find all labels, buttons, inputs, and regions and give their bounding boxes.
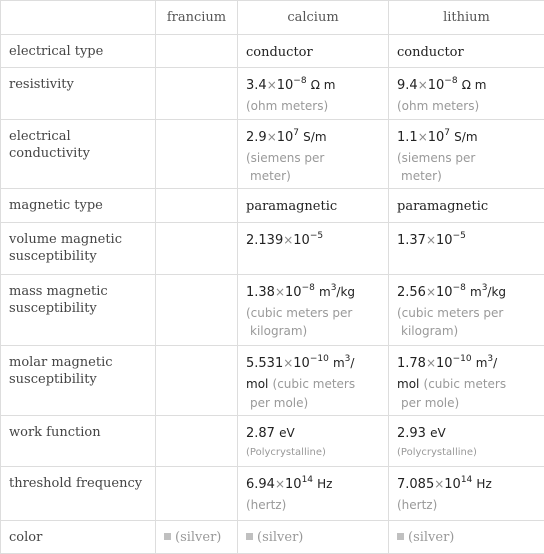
cell-francium-electrical-type [156,35,238,68]
cell-lithium-electrical-conductivity: $1.1\times 10^7$ S/m (siemens per meter) [389,120,544,189]
table-row [1,120,544,189]
cell-calcium-work-function: 2.87 eV (Polycrystalline) [238,416,389,467]
cell-lithium-mass-magnetic-susceptibility: $2.56\times 10^{-8}$ $m^3/kg$ (cubic meters per kilogram) [389,275,544,346]
table-row [1,346,544,416]
row-label-electrical-type: electrical type [1,35,156,68]
cell-calcium-resistivity: $3.4\times 10^{-8}$ Ω m (ohm meters) [238,68,389,120]
table-row [1,223,544,275]
table-row [1,275,544,346]
table-row [1,68,544,120]
cell-lithium-threshold-frequency: $7.085\times 10^{14}$ Hz (hertz) [389,467,544,521]
row-label-work-function: work function [1,416,156,467]
cell-francium-work-function [156,416,238,467]
cell-lithium-volume-magnetic-susceptibility: $1.37\times 10^{-5}$ [389,223,544,275]
cell-calcium-molar-magnetic-susceptibility: $5.531\times 10^{-10}$ $m^3/$ mol (cubic meters per mole) [238,346,389,416]
cell-francium-color: (silver) [156,521,238,554]
table-row [1,521,544,554]
col-header-francium: francium [156,1,238,35]
row-label-mass-magnetic-susceptibility: mass magnetic susceptibility [1,275,156,346]
cell-calcium-threshold-frequency: $6.94\times 10^{14}$ Hz (hertz) [238,467,389,521]
cell-lithium-color: (silver) [389,521,544,554]
table-row [1,416,544,467]
cell-lithium-electrical-type: conductor [389,35,544,68]
table-row [1,189,544,223]
row-label-resistivity: resistivity [1,68,156,120]
cell-lithium-work-function: 2.93 eV (Polycrystalline) [389,416,544,467]
row-label-volume-magnetic-susceptibility: volume magnetic susceptibility [1,223,156,275]
cell-francium-mass-magnetic-susceptibility [156,275,238,346]
cell-francium-electrical-conductivity [156,120,238,189]
row-label-electrical-conductivity: electrical conductivity [1,120,156,189]
header-row [1,1,544,35]
cell-francium-magnetic-type [156,189,238,223]
cell-calcium-electrical-conductivity: $2.9\times 10^7$ S/m (siemens per meter) [238,120,389,189]
cell-lithium-molar-magnetic-susceptibility: $1.78\times 10^{-10}$ $m^3/$ mol (cubic meters per mole) [389,346,544,416]
col-header-lithium: lithium [389,1,544,35]
row-label-magnetic-type: magnetic type [1,189,156,223]
cell-calcium-volume-magnetic-susceptibility: $2.139\times 10^{-5}$ [238,223,389,275]
table-row [1,467,544,521]
color-swatch [246,533,253,540]
cell-calcium-electrical-type: conductor [238,35,389,68]
table-row [1,35,544,68]
cell-lithium-resistivity: $9.4\times 10^{-8}$ Ω m (ohm meters) [389,68,544,120]
cell-calcium-magnetic-type: paramagnetic [238,189,389,223]
cell-francium-volume-magnetic-susceptibility [156,223,238,275]
row-label-color: color [1,521,156,554]
color-swatch [164,533,171,540]
cell-francium-molar-magnetic-susceptibility [156,346,238,416]
cell-calcium-mass-magnetic-susceptibility: $1.38\times 10^{-8}$ $m^3/kg$ (cubic meters per kilogram) [238,275,389,346]
col-header-calcium: calcium [238,1,389,35]
cell-francium-threshold-frequency [156,467,238,521]
cell-calcium-color: (silver) [238,521,389,554]
cell-francium-resistivity [156,68,238,120]
cell-lithium-magnetic-type: paramagnetic [389,189,544,223]
corner-cell [1,1,156,35]
color-swatch [397,533,404,540]
row-label-threshold-frequency: threshold frequency [1,467,156,521]
row-label-molar-magnetic-susceptibility: molar magnetic susceptibility [1,346,156,416]
